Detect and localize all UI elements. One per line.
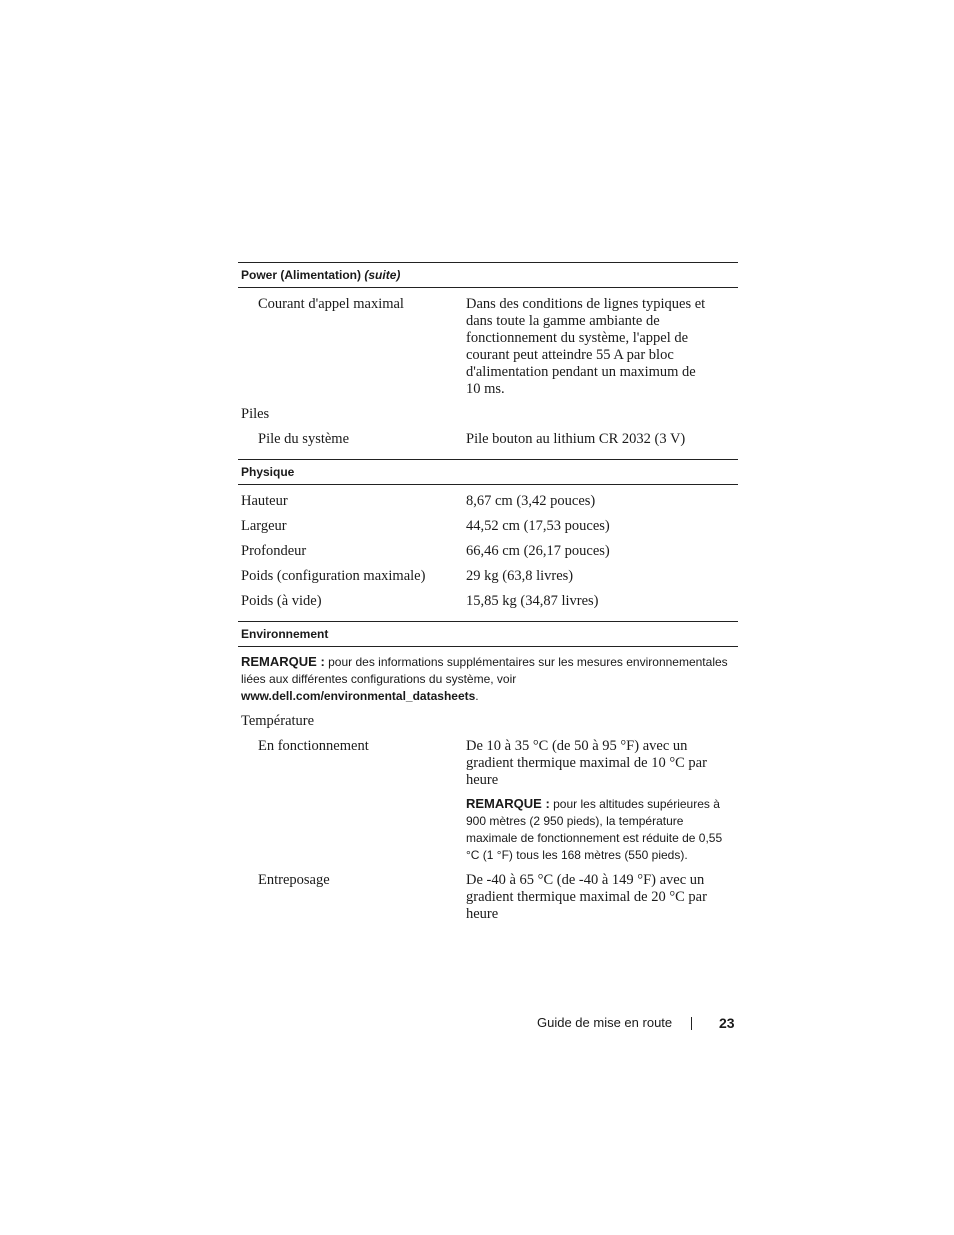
spec-value: 44,52 cm (17,53 pouces) [466, 518, 610, 534]
spec-row-system-battery [238, 423, 738, 448]
operating-note [238, 789, 738, 864]
footer-separator [691, 1017, 692, 1030]
spec-row-temperature [238, 705, 738, 730]
spec-label: Pile du système [258, 431, 350, 447]
spec-row [238, 560, 738, 585]
section-title-physical: Physique [241, 465, 295, 479]
note-text: pour les altitudes supérieures à 900 mètres (2 950 pieds), la température maximale de fonctionnement est réduite de 0,55 °C (1 °F) tous les 168 mètres (550 pieds). [466, 797, 723, 862]
section-title-environment: Environnement [241, 627, 329, 641]
spec-value: 15,85 kg (34,87 livres) [466, 593, 599, 609]
spec-label: Courant d'appel maximal [258, 296, 404, 312]
spec-label: Poids (à vide) [241, 593, 322, 609]
spec-value: Dans des conditions de lignes typiques et dans toute la gamme ambiante de fonctionnement du système, l'appel de courant peut atteindre 55 A par bloc d'alimentation pendant un maximum de 10 ms. [466, 296, 706, 397]
spec-category-label: Piles [241, 406, 270, 422]
section-title-power: Power (Alimentation) [241, 268, 362, 282]
page-number: 23 [719, 1015, 735, 1031]
spec-row [238, 510, 738, 535]
spec-table [238, 262, 738, 923]
spec-label: Hauteur [241, 493, 288, 509]
section-header-power [238, 262, 738, 288]
spec-category-label: Température [241, 713, 315, 729]
note-text: pour des informations supplémentaires sur les mesures environnementales liées aux différentes configurations du système, voir [241, 655, 728, 686]
spec-row [238, 585, 738, 610]
spec-label: En fonctionnement [258, 738, 369, 754]
spec-label: Entreposage [258, 872, 330, 888]
datasheets-link[interactable]: www.dell.com/environmental_datasheets [241, 689, 476, 703]
section-header-physical [238, 459, 738, 485]
spec-value: De -40 à 65 °C (de -40 à 149 °F) avec un gradient thermique maximal de 20 °C par heure [466, 872, 707, 922]
section-title-suffix: (suite) [364, 268, 401, 282]
spec-value: 66,46 cm (26,17 pouces) [466, 543, 610, 559]
spec-row [238, 485, 738, 510]
spec-row [238, 535, 738, 560]
spec-value: 29 kg (63,8 livres) [466, 568, 574, 584]
note-label: REMARQUE : [241, 654, 325, 669]
spec-label: Profondeur [241, 543, 307, 559]
spec-label: Largeur [241, 518, 287, 534]
note-label: REMARQUE : [466, 796, 550, 811]
spec-label: Poids (configuration maximale) [241, 568, 426, 584]
spec-value: 8,67 cm (3,42 pouces) [466, 493, 596, 509]
spec-row-inrush [238, 288, 738, 398]
spec-row-operating [238, 730, 738, 789]
spec-row-batteries [238, 398, 738, 423]
footer-title: Guide de mise en route [537, 1015, 673, 1030]
section-header-environment [238, 621, 738, 647]
environment-note [238, 647, 738, 705]
spec-row-storage [238, 864, 738, 923]
spec-value: Pile bouton au lithium CR 2032 (3 V) [466, 431, 686, 447]
note-end: . [475, 689, 479, 703]
spec-value: De 10 à 35 °C (de 50 à 95 °F) avec un gradient thermique maximal de 10 °C par heure [466, 738, 707, 788]
